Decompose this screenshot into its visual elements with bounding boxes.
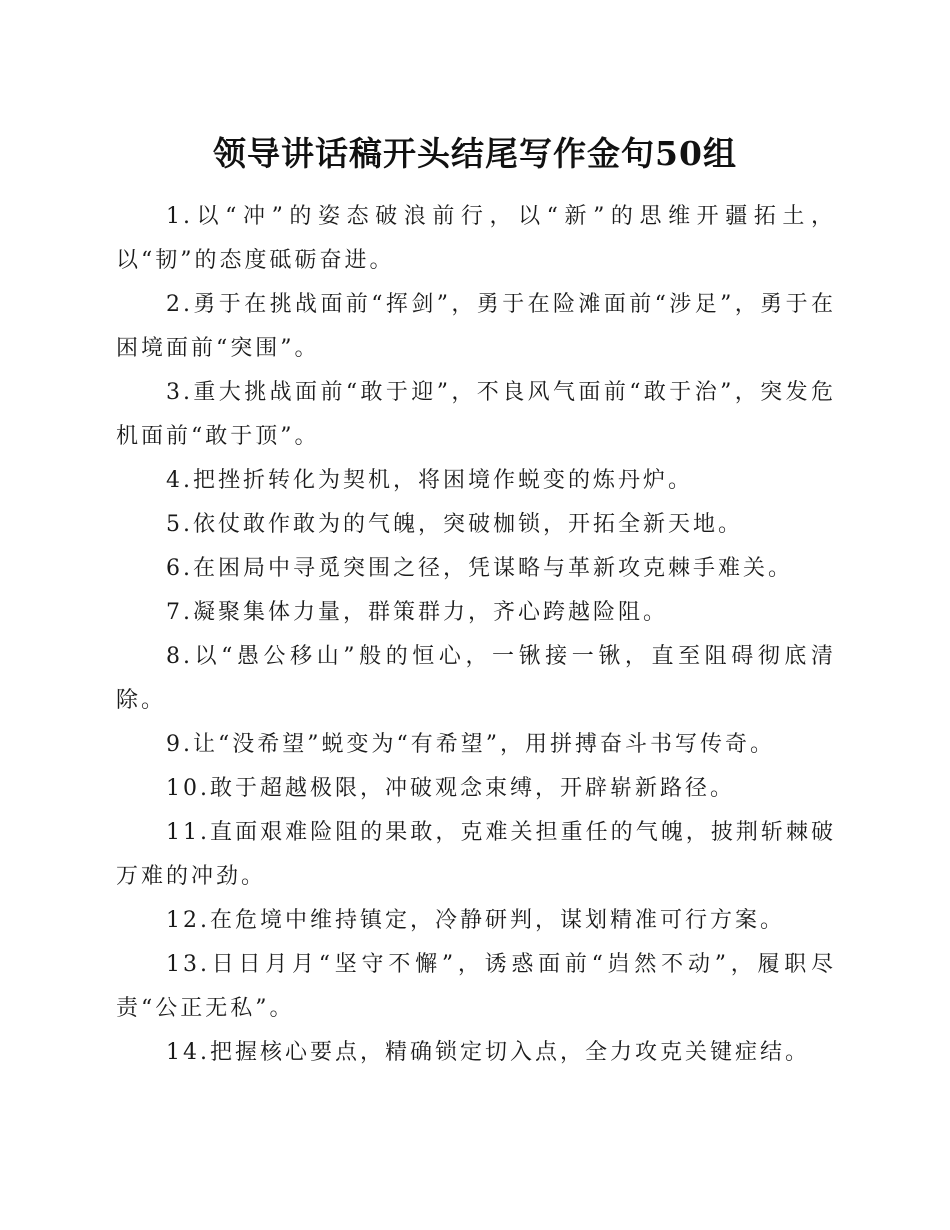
paragraph-9: 9.让“没希望”蜕变为“有希望”，用拼搏奋斗书写传奇。 (166, 732, 775, 757)
paragraph-14: 14.把握核心要点，精确锁定切入点，全力攻克关键症结。 (166, 1040, 810, 1065)
paragraph-3: 3.重大挑战面前“敢于迎”，不良风气面前“敢于治”，突发危机面前“敢于顶”。 (116, 380, 836, 449)
paragraph-2: 2.勇于在挑战面前“挥剑”，勇于在险滩面前“涉足”，勇于在困境面前“突围”。 (116, 292, 836, 361)
paragraph-13: 13.日日月月“坚守不懈”，诱惑面前“岿然不动”，履职尽责“公正无私”。 (116, 952, 836, 1021)
paragraph-4: 4.把挫折转化为契机，将困境作蜕变的炼丹炉。 (166, 468, 693, 493)
paragraph-12: 12.在危境中维持镇定，冷静研判，谋划精准可行方案。 (166, 908, 785, 933)
paragraph-5: 5.依仗敢作敢为的气魄，突破枷锁，开拓全新天地。 (166, 512, 743, 537)
document-body (116, 195, 836, 1075)
paragraph-7: 7.凝聚集体力量，群策群力，齐心跨越险阻。 (166, 600, 668, 625)
paragraph-8: 8.以“愚公移山”般的恒心，一锹接一锹，直至阻碍彻底清除。 (116, 644, 836, 713)
paragraph-6: 6.在困局中寻觅突围之径，凭谋略与革新攻克棘手难关。 (166, 556, 793, 581)
paragraph-11: 11.直面艰难险阻的果敢，克难关担重任的气魄，披荆斩棘破万难的冲劲。 (116, 820, 836, 889)
paragraph-1: 1.以“冲”的姿态破浪前行，以“新”的思维开疆拓土，以“韧”的态度砥砺奋进。 (116, 204, 836, 273)
paragraph-10: 10.敢于超越极限，冲破观念束缚，开辟崭新路径。 (166, 776, 735, 801)
document-title: 领导讲话稿开头结尾写作金句50组 (213, 134, 737, 173)
